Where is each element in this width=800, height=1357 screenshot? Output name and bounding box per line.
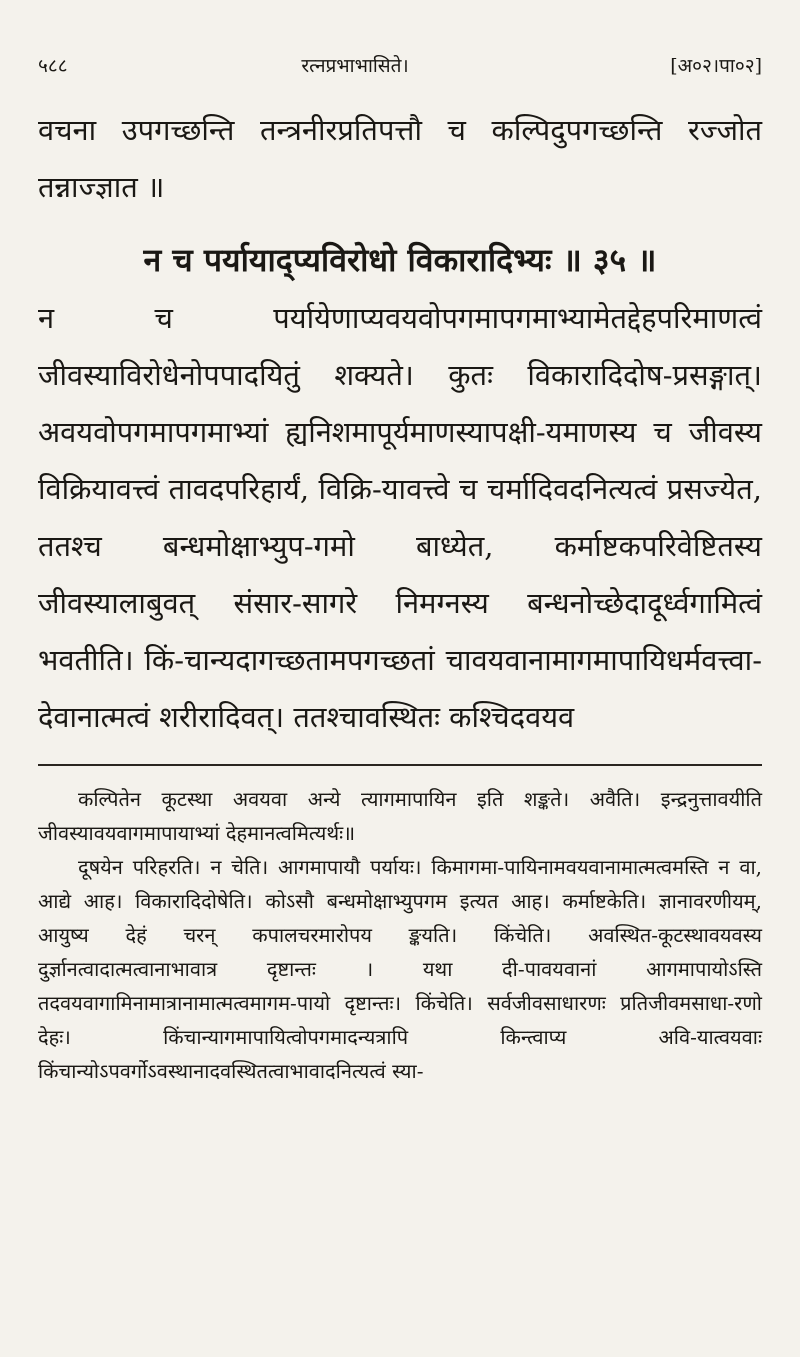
page-number: ५८८ bbox=[38, 55, 68, 77]
commentary-paragraph-2: दूषयेन परिहरति। न चेति। आगमापायौ पर्यायः। किमागमा-पायिनामवयवानामात्मत्वमस्ति न वा, आद्ये आह। विकारादिदोषेति। कोऽसौ बन्धमोक्षाभ्युपगम इत्यत आह। कर्माष्टकेति। ज्ञानावरणीयम्, आयुष्य देहं चरन् कपालचरमारोपय ङ्कयति। किंचेति। अवस्थित-कूटस्थावयवस्य दुर्ज्ञानत्वादात्मत्वानाभावात्र दृष्टान्तः । यथा दी-पावयवानां आगमापायोऽस्ति तदवयवागामिनामात्रानामात्मत्वमागम-पायो दृष्टान्तः। किंचेति। सर्वजीवसाधारणः प्रतिजीवमसाधा-रणो देहः। किंचान्यागमापायित्वोपगमादन्यत्रापि किन्त्वाप्य अवि-यात्वयवाः किंचान्योऽपवर्गोऽवस्थानादवस्थितत्वाभावादनित्यत्वं स्या- bbox=[38, 855, 762, 1083]
main-text bbox=[38, 102, 762, 746]
section-reference: [अ०२।पा०२] bbox=[670, 55, 762, 77]
main-paragraph-2: न च पर्यायेणाप्यवयवोपगमापगमाभ्यामेतद्देहपरिमाणत्वं जीवस्याविरोधेनोपपादयितुं शक्यते। कुतः विकारादिदोष-प्रसङ्गात्। अवयवोपगमापगमाभ्यां ह्यनिशमापूर्यमाणस्यापक्षी-यमाणस्य च जीवस्य विक्रियावत्त्वं तावदपरिहार्यं, विक्रि-यावत्त्वे च चर्मादिवदनित्यत्वं प्रसज्येत, ततश्च बन्धमोक्षाभ्युप-गमो बाध्येत, कर्माष्टकपरिवेष्टितस्य जीवस्यालाबुवत् संसार-सागरे निमग्नस्य बन्धनोच्छेदादूर्ध्वगामित्वं भवतीति। किं-चान्यदागच्छतामपगच्छतां चावयवानामागमापायिधर्मवत्त्वा-देवानात्मत्वं शरीरादिवत्। ततश्चावस्थितः कश्चिदवयव bbox=[38, 301, 762, 734]
footnote-divider bbox=[38, 764, 762, 766]
commentary-paragraph-1: कल्पितेन कूटस्था अवयवा अन्ये त्यागमापायिन इति शङ्कते। अवैति। इन्द्रनुत्तावयीति जीवस्यावयवागमापायाभ्यां देहमानत्वमित्यर्थः॥ bbox=[38, 787, 762, 845]
page-header bbox=[38, 52, 762, 78]
main-paragraph-1: वचना उपगच्छन्ति तन्त्रनीरप्रतिपत्तौ च कल्पिदुपगच्छन्ति रज्जोत तन्नाज्ज्ञात ॥ bbox=[38, 113, 762, 204]
running-title: रत्नप्रभाभासिते। bbox=[301, 55, 409, 77]
commentary-section bbox=[38, 782, 762, 1088]
sutra-heading: न च पर्यायाद्प्यविरोधो विकारादिभ्यः ॥ ३५ ॥ bbox=[143, 241, 657, 279]
